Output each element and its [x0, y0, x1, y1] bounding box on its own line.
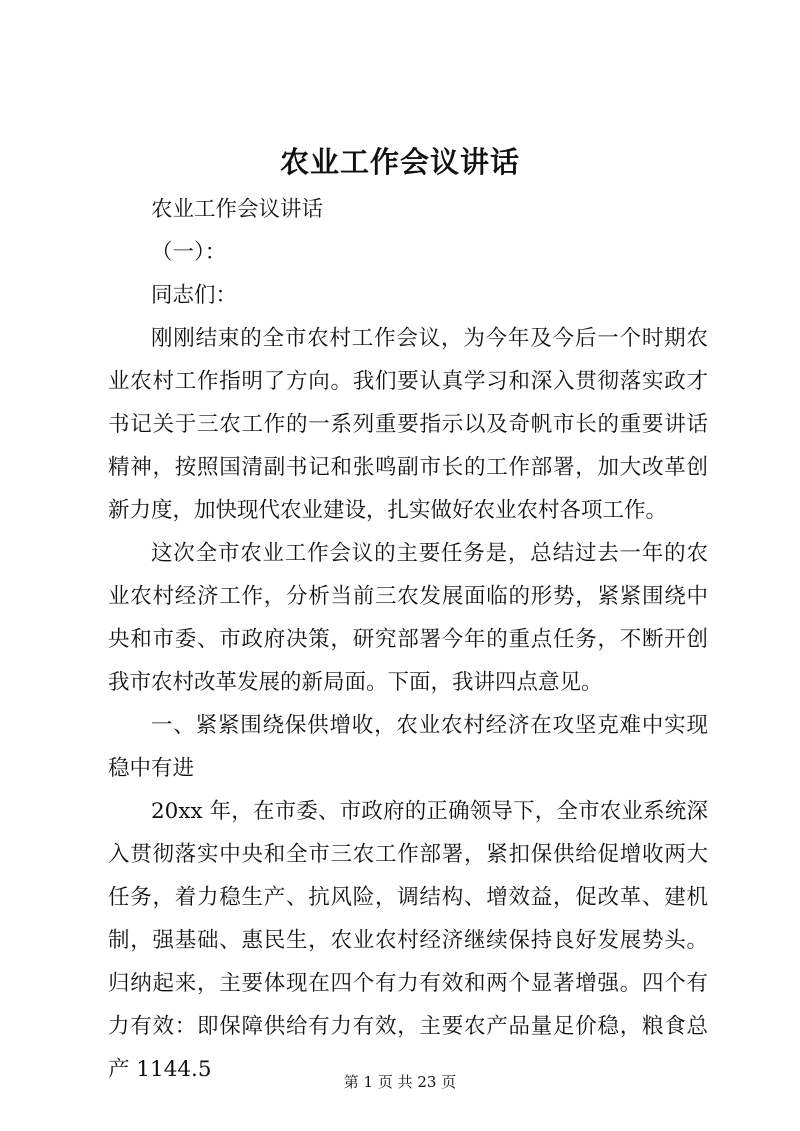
paragraph-section-marker: （一）： [151, 240, 227, 265]
document-body [108, 188, 708, 1091]
document-title: 农业工作会议讲话 [279, 145, 520, 179]
paragraph-salutation: 同志们： [151, 283, 238, 308]
paragraph-subtitle: 农业工作会议讲话 [151, 197, 324, 222]
page-number: 第 1 页 共 23 页 [343, 1073, 457, 1091]
paragraph-summary: 20xx 年，在市委、市政府的正确领导下，全市农业系统深入贯彻落实中央和全市三农工作部署，紧扣保供给促增收两大任务，着力稳生产、抗风险，调结构、增效益，促改革、建机制，强基础、惠民生，农业农村经济继续保持良好发展势头。归纳起来，主要体现在四个有力有效和两个显著增强。四个有力有效：即保障供给有力有效，主要农产品量足价稳，粮食总产 1144.5 [108, 799, 708, 1082]
page-footer [0, 1072, 800, 1092]
paragraph-task: 这次全市农业工作会议的主要任务是，总结过去一年的农业农村经济工作，分析当前三农发展面临的形势，紧紧围绕中央和市委、市政府决策，研究部署今年的重点任务，不断开创我市农村改革发展的新局面。下面，我讲四点意见。 [108, 541, 708, 695]
paragraph-heading-1: 一、紧紧围绕保供增收，农业农村经济在攻坚克难中实现稳中有进 [108, 713, 708, 781]
paragraph-intro: 刚刚结束的全市农村工作会议，为今年及今后一个时期农业农村工作指明了方向。我们要认真学习和深入贯彻落实政才书记关于三农工作的一系列重要指示以及奇帆市长的重要讲话精神，按照国清副书记和张鸣副市长的工作部署，加大改革创新力度，加快现代农业建设，扎实做好农业农村各项工作。 [108, 326, 708, 523]
